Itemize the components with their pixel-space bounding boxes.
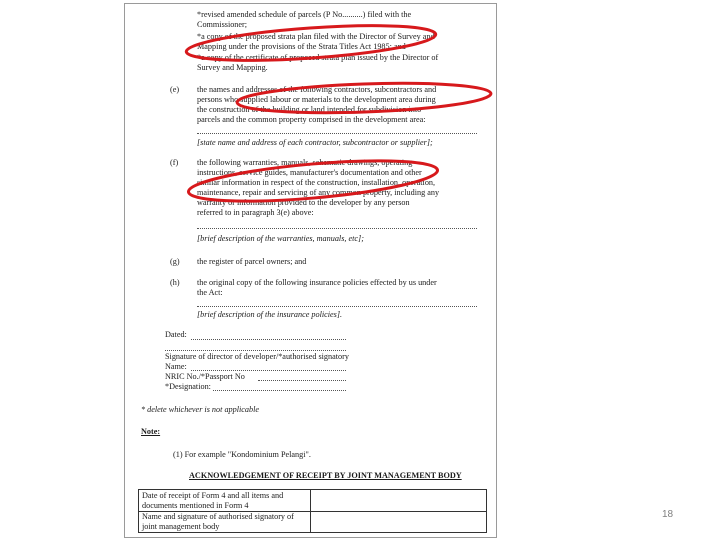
doc-line: the original copy of the following insurance policies effected by us under [197,278,437,287]
delete-note: * delete whichever is not applicable [141,405,260,414]
name-label: Name: [165,362,187,371]
doc-line: *revised amended schedule of parcels (P No..........) filed with the [197,10,412,19]
signatory-label: Signature of director of developer/*authorised signatory [165,352,349,361]
item-label: (f) [170,158,179,167]
notes-heading: Note: [141,427,161,436]
dated-label: Dated: [165,330,187,339]
doc-line: Commissioner; [197,20,248,29]
item-label: (e) [170,85,180,94]
designation-label: *Designation: [165,382,211,391]
annotation-oval [187,153,439,209]
doc-line: parcels and the common property comprised in the development area: [197,115,426,124]
doc-line: referred to in paragraph 3(e) above: [197,208,314,217]
doc-line: maintenance, repair and servicing of any common property, including any [197,188,440,197]
note-1: (1) For example "Kondominium Pelangi". [173,450,311,459]
doc-line: similar information in respect of the construction, installation, operation, [197,178,436,187]
doc-line: the Act: [197,288,223,297]
annotation-overlay [125,4,496,537]
table-cell: Date of receipt of Form 4 and all items and documents mentioned in Form 4 [142,491,284,510]
item-label: (g) [170,257,180,266]
doc-note: [brief description of the warranties, manuals, etc]; [197,234,364,243]
doc-note: [state name and address of each contractor, subcontractor or supplier]; [197,138,433,147]
doc-line: *a copy of the proposed strata plan filed with the Director of Survey and [197,32,435,41]
doc-line: instructions, service guides, manufacturer's documentation and other [197,168,422,177]
doc-line: the following warranties, manuals, schematic drawings, operating [197,158,413,167]
doc-line: Survey and Mapping. [197,63,268,72]
doc-line: persons who supplied labour or materials to the development area during [197,95,436,104]
doc-line: warranty or information provided to the developer by any person [197,198,410,207]
acknowledgement-title: ACKNOWLEDGEMENT OF RECEIPT BY JOINT MANAGEMENT BODY [189,471,462,480]
scanned-document-page [124,3,497,538]
table-cell: Name and signature of authorised signatory of joint management body [142,512,294,531]
doc-line: the names and addresses of the following contractors, subcontractors and [197,85,437,94]
doc-line: *a copy of the certificate of proposed strata plan issued by the Director of [197,53,439,62]
doc-line: the construction of the building or land intended for subdivision into [197,105,422,114]
annotation-oval [237,80,492,117]
page-number: 18 [662,509,674,520]
doc-line: the register of parcel owners; and [197,257,307,266]
item-label: (h) [170,278,180,287]
doc-note: [brief description of the insurance policies]. [197,310,343,319]
doc-line: Mapping under the provisions of the Strata Titles Act 1985; and [197,42,406,51]
nric-label: NRIC No./*Passport No [165,372,245,381]
annotation-oval [185,19,439,66]
